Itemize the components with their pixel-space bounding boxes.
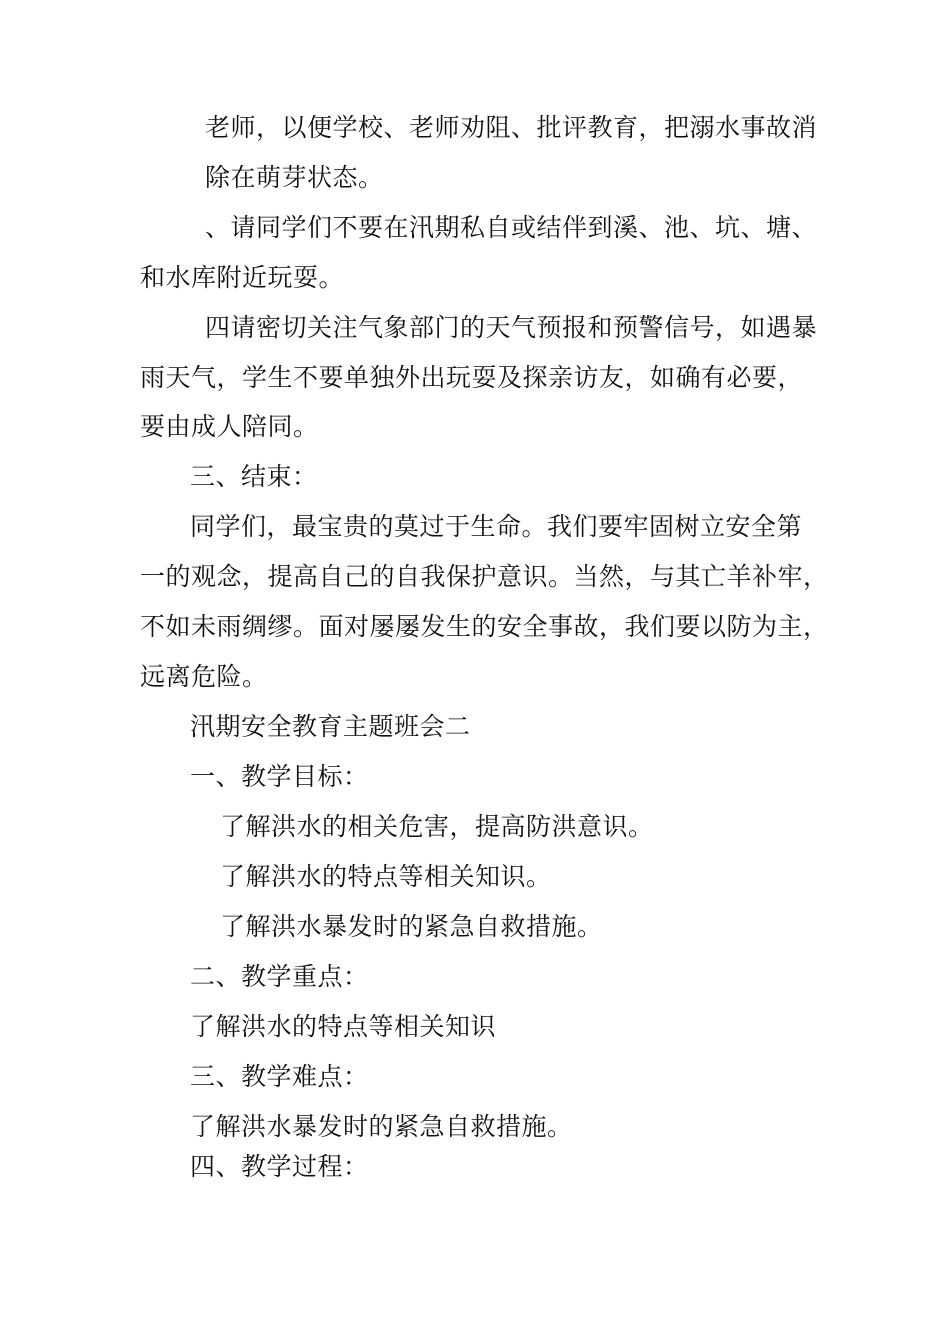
section-heading: 四、教学过程：: [190, 1152, 369, 1181]
text-line: 雨天气，学生不要单独外出玩耍及探亲访友，如确有必要，: [140, 363, 804, 392]
text-line: 了解洪水暴发时的紧急自救措施。: [190, 1112, 573, 1141]
text-line: 除在萌芽状态。: [205, 163, 384, 192]
text-line: 不如未雨绸缪。面对屡屡发生的安全事故，我们要以防为主，: [140, 612, 829, 641]
section-heading: 二、教学重点：: [190, 962, 369, 991]
text-line: 四请密切关注气象部门的天气预报和预警信号，如遇暴: [205, 313, 818, 342]
document-title: 汛期安全教育主题班会二: [190, 712, 471, 741]
text-line: 同学们，最宝贵的莫过于生命。我们要牢固树立安全第: [190, 512, 803, 541]
text-line: 、请同学们不要在汛期私自或结伴到溪、池、坑、塘、: [205, 213, 818, 242]
text-line: 和水库附近玩耍。: [140, 263, 345, 292]
section-heading: 一、教学目标：: [190, 762, 369, 791]
list-item: 了解洪水的相关危害，提高防洪意识。: [220, 812, 654, 841]
text-line: 远离危险。: [140, 662, 268, 691]
text-line: 了解洪水的特点等相关知识: [190, 1012, 497, 1041]
text-line: 一的观念，提高自己的自我保护意识。当然，与其亡羊补牢，: [140, 562, 829, 591]
text-line: 老师，以便学校、老师劝阻、批评教育，把溺水事故消: [205, 113, 818, 142]
section-heading: 三、结束：: [190, 462, 318, 491]
list-item: 了解洪水的特点等相关知识。: [220, 862, 552, 891]
text-line: 要由成人陪同。: [140, 412, 319, 441]
section-heading: 三、教学难点：: [190, 1062, 369, 1091]
list-item: 了解洪水暴发时的紧急自救措施。: [220, 912, 603, 941]
